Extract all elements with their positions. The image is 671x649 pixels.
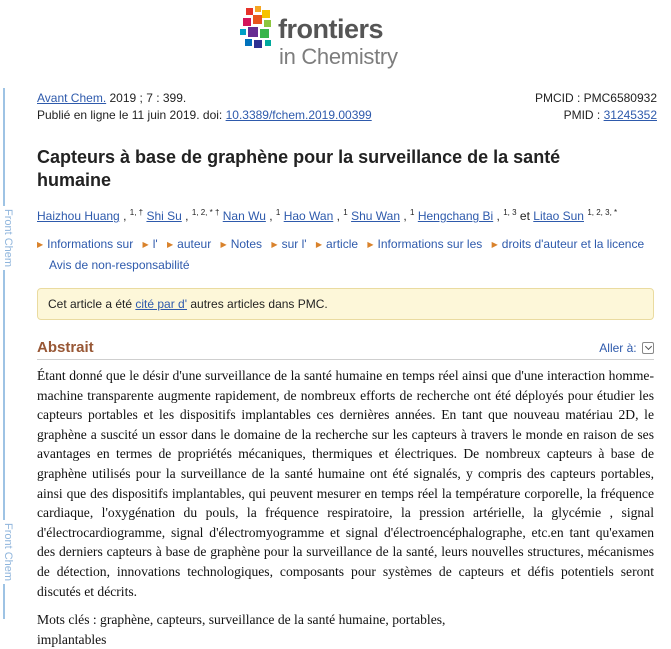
triangle-right-icon: ▶ [167,240,174,249]
pmcid: PMCID : PMC6580932 [534,91,657,105]
abstract-header [37,338,654,360]
goto-menu[interactable] [599,341,654,355]
author-affiliation: 1 [275,208,281,217]
author-conjunction: et [519,209,530,223]
article-title: Capteurs à base de graphène pour la surveillance de la santé humaine [37,147,561,190]
author-affiliation: 1, † [129,208,144,217]
info-link[interactable] [221,237,263,251]
journal-logo[interactable] [240,6,430,70]
info-link-label: Informations sur les [377,237,483,251]
author-affiliation: 1, 3 [503,208,517,217]
info-link-label: droits d'auteur et la licence [501,237,645,251]
cited-by-link[interactable]: cité par d' [135,297,188,311]
info-link-label: l' [152,237,158,251]
pmid [564,108,657,123]
info-link-label: Notes [230,237,263,251]
author-link[interactable]: Hengchang Bi [417,209,494,223]
doi-link[interactable]: 10.3389/fchem.2019.00399 [225,108,372,122]
info-link[interactable] [49,258,190,272]
author-affiliation: 1, 2, 3, * [587,208,618,217]
author-link[interactable]: Shi Su [146,209,182,223]
notice-prefix: Cet article a été [48,297,136,311]
author-link[interactable]: Shu Wan [351,209,400,223]
goto-label: Aller à: [599,341,637,355]
notice-suffix: autres articles dans PMC. [187,297,328,311]
info-link-label: Avis de non-responsabilité [49,258,190,272]
cited-by-notice [37,288,654,320]
rail-label-top[interactable]: Front Chem [0,206,14,270]
info-link[interactable] [143,237,158,251]
author-link[interactable]: Nan Wu [222,209,266,223]
triangle-right-icon: ▶ [220,240,227,249]
left-rail [0,88,14,619]
info-link[interactable] [37,237,133,251]
author-link[interactable]: Litao Sun [533,209,584,223]
info-link-label: sur l' [281,237,307,251]
author-affiliation: 1 [343,208,348,217]
abstract-text: Étant donné que le désir d'une surveillance de la santé humaine en temps réel ainsi que d'une interaction homme-machine transparente augmente rapidement, de nombreux efforts de recherche ont été déployés pour étudier les capteurs portables et les dispositifs implantables ces dernières années. En tant que nouveau matériau 2D, le graphène a suscité un essor dans le domaine de la recherche sur les capteurs à travers le monde en raison de ses avantages en termes de propriétés mécaniques, thermiques et électriques. De nombreux capteurs à base de graphène utilisés pour la surveillance de la santé humaine ont été signalés, y compris des capteurs portables, ainsi que des dispositifs implantables, qui peuvent mesurer en temps réel la température corporelle, la fréquence cardiaque, l'oxygénation du pouls, la fréquence respiratoire, la pression artérielle, la glycémie , signal d'électrocardiogramme, signal d'électromyogramme et signal d'électroencéphalographe, etc.en tant qu'examen des derniers capteurs à base de graphène pour la surveillance de la santé, leurs nouvelles structures, mécanismes de détection, innovations technologiques, composants pour systèmes de capteurs et défis potentiels seront discutés et décrits. [37,368,654,599]
section-title: Abstrait [37,339,94,356]
info-link-label: auteur [177,237,212,251]
triangle-right-icon: ▶ [315,240,323,249]
published-date: Publié en ligne le 11 juin 2019. doi: [37,108,226,122]
journal-link[interactable]: Avant Chem. [37,91,107,105]
triangle-right-icon: ▶ [271,240,278,249]
info-link[interactable] [271,237,306,251]
triangle-right-icon: ▶ [491,240,498,249]
publication-row [37,108,657,123]
triangle-right-icon: ▶ [142,240,149,249]
info-link-label: Informations sur [47,237,134,251]
triangle-right-icon: ▶ [367,240,374,249]
logo-wordmark: frontiers [278,14,384,44]
citation-row [37,91,657,106]
info-link[interactable] [492,237,645,251]
pmid-label: PMID : [563,108,604,122]
article-info-links [37,234,657,276]
author-affiliation: 1 [410,208,415,217]
info-link-label: article [326,237,359,251]
frontiers-logo-icon [240,6,278,50]
volume-info: 2019 ; 7 : 399. [106,91,187,105]
author-link[interactable]: Haizhou Huang [37,209,120,223]
keywords-line: Mots clés : graphène, capteurs, surveillance de la santé humaine, portables, implantables [37,612,446,647]
info-link[interactable] [367,237,482,251]
logo-journal-name: in Chemistry [279,44,398,69]
info-link[interactable] [167,237,211,251]
rail-label-bottom[interactable]: Front Chem [0,520,14,584]
author-list: Haizhou Huang , $^{1, \dagger}$ Shi Su , $^{1, 2, * \dagger}$ Nan Wu , $^1$ Hao Wan , $^1$ Shu Wan , $^1$ Hengchang Bi , $^{1, 3}$ et Litao Sun $^{1, 2, 3, *}$ [37,208,618,223]
chevron-down-icon [642,342,654,354]
author-link[interactable]: Hao Wan [283,209,334,223]
triangle-right-icon: ▶ [37,240,44,249]
author-affiliation: 1, 2, * † [191,208,220,217]
info-link[interactable] [316,237,358,251]
pmid-link[interactable]: 31245352 [603,108,657,122]
